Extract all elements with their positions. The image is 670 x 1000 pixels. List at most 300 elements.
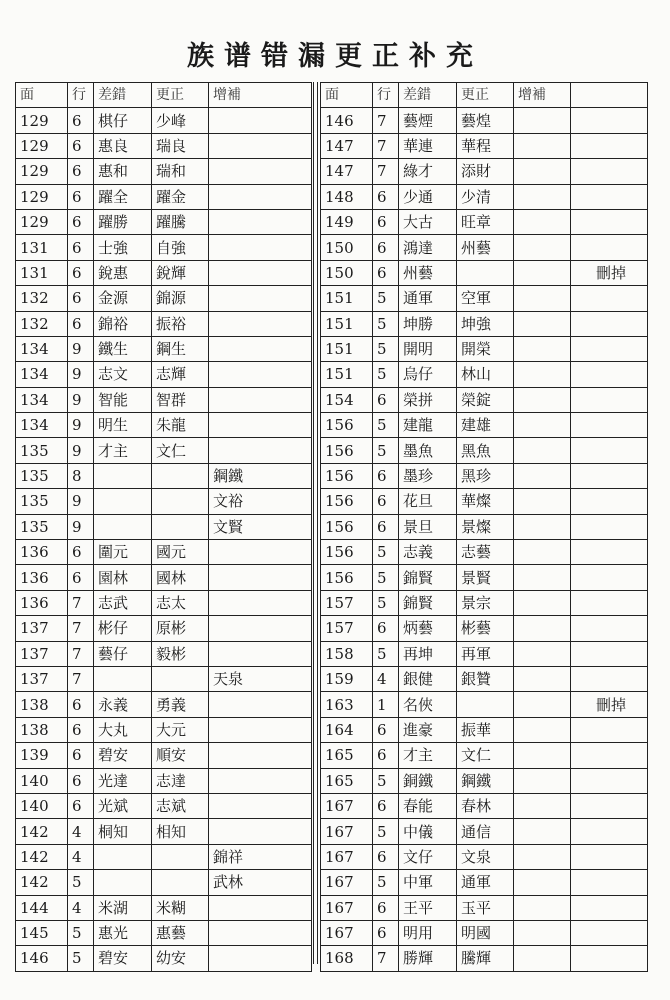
cell-error: 智能: [94, 387, 152, 412]
table-row: [16, 895, 312, 920]
cell-addition: [209, 311, 312, 336]
cell-addition: [209, 413, 312, 438]
table-row: [321, 590, 648, 615]
cell-note: [571, 616, 648, 641]
cell-note: [571, 743, 648, 768]
cell-row: 6: [373, 844, 399, 869]
cell-addition: [514, 108, 571, 133]
cell-page: 163: [321, 692, 373, 717]
table-row: [321, 692, 648, 717]
table-row: [16, 387, 312, 412]
cell-note: [571, 793, 648, 818]
cell-addition: [514, 209, 571, 234]
cell-error: 志武: [94, 590, 152, 615]
cell-correction: 朱龍: [152, 413, 209, 438]
table-row: [321, 413, 648, 438]
cell-addition: [209, 692, 312, 717]
cell-addition: [514, 717, 571, 742]
cell-page: 167: [321, 844, 373, 869]
cell-page: 156: [321, 489, 373, 514]
cell-page: 164: [321, 717, 373, 742]
cell-error: 鴻達: [399, 235, 457, 260]
table-row: [321, 209, 648, 234]
cell-correction: 州藝: [457, 235, 514, 260]
cell-error: 中儀: [399, 819, 457, 844]
cell-correction: 躍金: [152, 184, 209, 209]
table-row: [16, 540, 312, 565]
cell-page: 157: [321, 616, 373, 641]
cell-error: 藝仔: [94, 641, 152, 666]
table-row: [16, 438, 312, 463]
cell-row: 5: [68, 870, 94, 895]
cell-addition: [514, 514, 571, 539]
cell-note: [571, 159, 648, 184]
header-error: 差錯: [94, 83, 152, 108]
cell-addition: [209, 108, 312, 133]
cell-error: 彬仔: [94, 616, 152, 641]
cell-error: 烏仔: [399, 362, 457, 387]
cell-row: 6: [68, 793, 94, 818]
cell-correction: 鋼鐵: [457, 768, 514, 793]
cell-note: [571, 209, 648, 234]
cell-row: 7: [373, 946, 399, 971]
cell-correction: 大元: [152, 717, 209, 742]
cell-correction: 藝煌: [457, 108, 514, 133]
cell-page: 134: [16, 387, 68, 412]
cell-addition: [514, 184, 571, 209]
table-row: [321, 946, 648, 971]
cell-addition: [209, 895, 312, 920]
cell-row: 6: [373, 387, 399, 412]
cell-page: 150: [321, 260, 373, 285]
cell-row: 5: [68, 946, 94, 971]
page-title: 族谱错漏更正补充: [187, 41, 483, 72]
cell-error: 炳藝: [399, 616, 457, 641]
cell-row: 6: [68, 159, 94, 184]
cell-page: 129: [16, 184, 68, 209]
cell-error: 文仔: [399, 844, 457, 869]
cell-page: 146: [16, 946, 68, 971]
cell-error: 名俠: [399, 692, 457, 717]
cell-row: 6: [373, 184, 399, 209]
table-row: [16, 819, 312, 844]
cell-correction: 惠藝: [152, 920, 209, 945]
cell-correction: 智群: [152, 387, 209, 412]
cell-note: [571, 768, 648, 793]
cell-note: [571, 336, 648, 361]
cell-row: 5: [373, 336, 399, 361]
cell-correction: [152, 844, 209, 869]
cell-correction: 志輝: [152, 362, 209, 387]
cell-correction: [457, 260, 514, 285]
cell-row: 6: [373, 895, 399, 920]
table-row: [321, 463, 648, 488]
table-row: [16, 184, 312, 209]
cell-page: 139: [16, 743, 68, 768]
table-row: [321, 844, 648, 869]
header-correction: 更正: [457, 83, 514, 108]
cell-page: 129: [16, 159, 68, 184]
cell-correction: [152, 870, 209, 895]
cell-correction: [457, 692, 514, 717]
cell-note: [571, 895, 648, 920]
cell-note: 刪掉: [571, 260, 648, 285]
cell-error: 銳惠: [94, 260, 152, 285]
cell-correction: 榮錠: [457, 387, 514, 412]
table-row: [16, 666, 312, 691]
cell-row: 6: [373, 920, 399, 945]
cell-error: 惠光: [94, 920, 152, 945]
cell-page: 131: [16, 235, 68, 260]
cell-page: 132: [16, 286, 68, 311]
table-row: [16, 565, 312, 590]
table-row: [16, 463, 312, 488]
cell-addition: [209, 133, 312, 158]
table-row: [16, 159, 312, 184]
cell-addition: [514, 133, 571, 158]
cell-page: 156: [321, 565, 373, 590]
cell-correction: 順安: [152, 743, 209, 768]
cell-correction: 幼安: [152, 946, 209, 971]
cell-addition: [514, 286, 571, 311]
cell-correction: 銳輝: [152, 260, 209, 285]
cell-page: 150: [321, 235, 373, 260]
cell-addition: [209, 590, 312, 615]
cell-addition: [514, 540, 571, 565]
cell-page: 132: [16, 311, 68, 336]
cell-error: [94, 870, 152, 895]
header-page: 面: [16, 83, 68, 108]
header-row: 行: [68, 83, 94, 108]
cell-error: [94, 489, 152, 514]
cell-page: 134: [16, 413, 68, 438]
table-row: [16, 946, 312, 971]
errata-left-body: [16, 108, 312, 971]
cell-error: 再坤: [399, 641, 457, 666]
cell-note: [571, 666, 648, 691]
cell-row: 4: [68, 819, 94, 844]
cell-note: [571, 463, 648, 488]
cell-note: [571, 819, 648, 844]
cell-page: 144: [16, 895, 68, 920]
cell-row: 6: [68, 565, 94, 590]
cell-correction: 景燦: [457, 514, 514, 539]
cell-row: 6: [373, 235, 399, 260]
cell-row: 6: [373, 793, 399, 818]
table-row: [16, 108, 312, 133]
cell-error: 鐵生: [94, 336, 152, 361]
cell-note: [571, 870, 648, 895]
cell-page: 136: [16, 565, 68, 590]
cell-row: 6: [68, 692, 94, 717]
cell-page: 151: [321, 286, 373, 311]
table-row: [321, 616, 648, 641]
cell-row: 9: [68, 362, 94, 387]
cell-correction: 自強: [152, 235, 209, 260]
cell-correction: 振裕: [152, 311, 209, 336]
cell-error: 通軍: [399, 286, 457, 311]
cell-correction: [152, 514, 209, 539]
table-header-row: [321, 83, 648, 108]
cell-correction: 空軍: [457, 286, 514, 311]
table-row: [321, 438, 648, 463]
cell-row: 6: [373, 260, 399, 285]
cell-page: 168: [321, 946, 373, 971]
cell-note: [571, 235, 648, 260]
cell-row: 6: [373, 616, 399, 641]
cell-note: [571, 133, 648, 158]
cell-error: [94, 514, 152, 539]
cell-error: 榮拼: [399, 387, 457, 412]
cell-note: [571, 108, 648, 133]
cell-note: [571, 590, 648, 615]
cell-addition: [209, 819, 312, 844]
cell-correction: 相知: [152, 819, 209, 844]
cell-correction: [152, 489, 209, 514]
cell-addition: [209, 184, 312, 209]
cell-correction: 明國: [457, 920, 514, 945]
cell-note: [571, 844, 648, 869]
cell-page: 142: [16, 819, 68, 844]
table-row: [321, 819, 648, 844]
cell-addition: 武林: [209, 870, 312, 895]
cell-error: 桐知: [94, 819, 152, 844]
table-row: [321, 768, 648, 793]
cell-note: [571, 489, 648, 514]
cell-addition: [209, 362, 312, 387]
cell-addition: [514, 413, 571, 438]
cell-correction: 通軍: [457, 870, 514, 895]
cell-error: 米湖: [94, 895, 152, 920]
table-row: [321, 666, 648, 691]
cell-addition: [514, 641, 571, 666]
cell-page: 142: [16, 844, 68, 869]
cell-correction: 黑珍: [457, 463, 514, 488]
table-row: [321, 565, 648, 590]
cell-row: 6: [373, 514, 399, 539]
table-row: [16, 616, 312, 641]
cell-error: 藝煙: [399, 108, 457, 133]
cell-error: 中軍: [399, 870, 457, 895]
cell-correction: [152, 666, 209, 691]
cell-row: 5: [373, 286, 399, 311]
cell-page: 138: [16, 717, 68, 742]
table-row: [16, 286, 312, 311]
cell-error: 少通: [399, 184, 457, 209]
cell-addition: 文裕: [209, 489, 312, 514]
cell-error: 碧安: [94, 946, 152, 971]
cell-row: 6: [68, 235, 94, 260]
cell-addition: [209, 717, 312, 742]
cell-correction: 景宗: [457, 590, 514, 615]
table-row: [16, 311, 312, 336]
cell-addition: [514, 362, 571, 387]
table-row: [321, 336, 648, 361]
cell-row: 7: [68, 666, 94, 691]
cell-error: 墨珍: [399, 463, 457, 488]
table-row: [321, 920, 648, 945]
cell-row: 6: [68, 540, 94, 565]
cell-page: 154: [321, 387, 373, 412]
table-row: [16, 717, 312, 742]
cell-addition: [209, 387, 312, 412]
cell-page: 137: [16, 616, 68, 641]
table-row: [321, 362, 648, 387]
cell-page: 129: [16, 108, 68, 133]
table-row: [321, 159, 648, 184]
header-note: [571, 83, 648, 108]
cell-error: 大丸: [94, 717, 152, 742]
cell-row: 6: [373, 489, 399, 514]
cell-page: 156: [321, 438, 373, 463]
table-row: [16, 870, 312, 895]
cell-note: [571, 286, 648, 311]
cell-error: 王平: [399, 895, 457, 920]
cell-addition: [209, 946, 312, 971]
cell-correction: 再軍: [457, 641, 514, 666]
header-correction: 更正: [152, 83, 209, 108]
cell-page: 135: [16, 514, 68, 539]
cell-correction: 春林: [457, 793, 514, 818]
cell-addition: [209, 565, 312, 590]
cell-correction: 玉平: [457, 895, 514, 920]
table-row: [321, 260, 648, 285]
cell-row: 5: [373, 540, 399, 565]
cell-page: 140: [16, 793, 68, 818]
cell-page: 134: [16, 362, 68, 387]
cell-addition: [209, 540, 312, 565]
table-row: [321, 717, 648, 742]
cell-addition: [514, 260, 571, 285]
cell-row: 6: [68, 209, 94, 234]
cell-note: [571, 565, 648, 590]
cell-row: 7: [373, 159, 399, 184]
cell-error: 綠才: [399, 159, 457, 184]
cell-row: 5: [373, 438, 399, 463]
cell-page: 167: [321, 895, 373, 920]
cell-addition: [209, 235, 312, 260]
cell-error: [94, 844, 152, 869]
cell-page: 151: [321, 311, 373, 336]
cell-row: 6: [373, 463, 399, 488]
table-row: [321, 489, 648, 514]
cell-page: 136: [16, 540, 68, 565]
cell-row: 6: [373, 209, 399, 234]
cell-page: 165: [321, 743, 373, 768]
cell-page: 147: [321, 159, 373, 184]
table-row: [321, 133, 648, 158]
cell-correction: 添財: [457, 159, 514, 184]
cell-correction: 志達: [152, 768, 209, 793]
cell-page: 146: [321, 108, 373, 133]
table-row: [16, 260, 312, 285]
cell-correction: 開榮: [457, 336, 514, 361]
errata-table-left: [15, 82, 312, 972]
cell-error: 州藝: [399, 260, 457, 285]
cell-correction: 文仁: [152, 438, 209, 463]
table-row: [16, 514, 312, 539]
cell-page: 151: [321, 362, 373, 387]
cell-row: 6: [68, 768, 94, 793]
cell-addition: [209, 641, 312, 666]
cell-page: 129: [16, 133, 68, 158]
cell-addition: [514, 895, 571, 920]
cell-page: 145: [16, 920, 68, 945]
cell-addition: [514, 844, 571, 869]
cell-error: 明生: [94, 413, 152, 438]
cell-error: 銀健: [399, 666, 457, 691]
cell-error: 才主: [399, 743, 457, 768]
cell-note: [571, 413, 648, 438]
cell-page: 136: [16, 590, 68, 615]
cell-error: 棋仔: [94, 108, 152, 133]
cell-row: 4: [68, 895, 94, 920]
cell-error: 志文: [94, 362, 152, 387]
cell-correction: [152, 463, 209, 488]
cell-correction: 旺章: [457, 209, 514, 234]
cell-correction: 振華: [457, 717, 514, 742]
cell-note: [571, 514, 648, 539]
table-row: [321, 793, 648, 818]
cell-error: 景旦: [399, 514, 457, 539]
cell-page: 165: [321, 768, 373, 793]
cell-correction: 通信: [457, 819, 514, 844]
cell-error: 開明: [399, 336, 457, 361]
cell-note: [571, 362, 648, 387]
cell-error: 永義: [94, 692, 152, 717]
cell-note: [571, 438, 648, 463]
cell-error: 躍全: [94, 184, 152, 209]
cell-correction: 文仁: [457, 743, 514, 768]
cell-row: 6: [68, 108, 94, 133]
cell-correction: 錦源: [152, 286, 209, 311]
table-row: [16, 768, 312, 793]
cell-correction: 景賢: [457, 565, 514, 590]
cell-addition: [514, 463, 571, 488]
cell-addition: [209, 793, 312, 818]
cell-correction: 華燦: [457, 489, 514, 514]
cell-page: 138: [16, 692, 68, 717]
cell-page: 137: [16, 641, 68, 666]
cell-error: 才主: [94, 438, 152, 463]
cell-row: 7: [373, 133, 399, 158]
cell-addition: [514, 692, 571, 717]
cell-correction: 少清: [457, 184, 514, 209]
cell-page: 129: [16, 209, 68, 234]
cell-row: 5: [373, 768, 399, 793]
table-row: [321, 743, 648, 768]
cell-error: 華連: [399, 133, 457, 158]
cell-correction: 華程: [457, 133, 514, 158]
cell-correction: 國林: [152, 565, 209, 590]
cell-correction: 志藝: [457, 540, 514, 565]
cell-addition: [209, 743, 312, 768]
cell-note: [571, 387, 648, 412]
table-row: [16, 793, 312, 818]
cell-row: 5: [373, 311, 399, 336]
cell-row: 5: [373, 590, 399, 615]
cell-error: 光達: [94, 768, 152, 793]
cell-error: 圍元: [94, 540, 152, 565]
cell-addition: [209, 336, 312, 361]
cell-page: 167: [321, 819, 373, 844]
cell-error: 士強: [94, 235, 152, 260]
cell-correction: 文泉: [457, 844, 514, 869]
cell-correction: 毅彬: [152, 641, 209, 666]
errata-table-right: [320, 82, 648, 972]
cell-row: 6: [373, 743, 399, 768]
cell-row: 6: [68, 260, 94, 285]
